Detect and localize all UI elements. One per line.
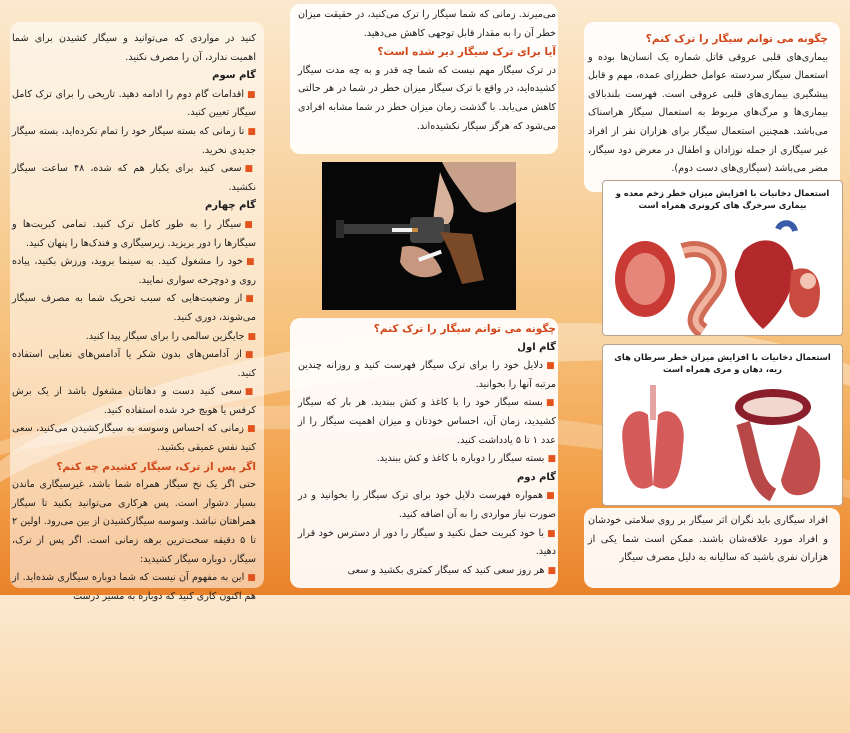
panel-right-bottom (576, 512, 850, 592)
step2-title: گام دوم (516, 471, 556, 483)
relapse-paragraph: حتی اگر یک نخ سیگار همراه شما باشد، غیرسیگاری ماندن بسیار دشوار است. پس هرکاری می‌توانید بکنید تا سیگار همراهتان نباشد. وسوسه سیگارکشیدن از بین می‌رود. اولین ۲ تا ۵ دقیقه سخت‌ترین برهه زمانی است. اگر پس از ترک، سیگار، دوباره سیگار کشیدید: (12, 479, 256, 565)
list-item: ■سعی کنید برای یکبار هم که شده، ۴۸ ساعت سیگار نکشید. (12, 163, 256, 193)
list-item: ■بسته سیگار خود را با کاغذ و کش ببندید. هر بار که سیگار کشیدید، زمان آن، احساس خودتان و میزان اهمیت سیگار را از عدد ۱ تا ۵ یادداشت کنید. (298, 397, 556, 446)
figure-lung-mouth (602, 344, 843, 506)
list-item: ■سیگار را به طور کامل ترک کنید. تمامی کبریت‌ها و سیگارها را دور بریزید. زیرسیگاری و فندک‌ها را پنهان کنید. (12, 218, 256, 249)
list-item: ■زمانی که احساس وسوسه به سیگارکشیدن می‌کنید، سعی کنید نفس عمیقی بکشید. (12, 423, 256, 454)
risk-paragraph: می‌میرند. زمانی که شما سیگار را ترک می‌کنید، در حقیقت میزان خطر آن را به مقدار قابل توجهی کاهش می‌دهید. (298, 9, 556, 39)
list-item: ■هر روز سعی کنید که سیگار کمتری بکشید و سعی (347, 564, 556, 576)
figure-caption: استعمال دخانیات با افزایش میزان خطر سرطان های ریه، دهان و مری همراه است (614, 352, 831, 374)
list-item: ■با خود کبریت حمل نکنید و سیگار را دور از دسترس خود قرار دهید. (298, 527, 556, 558)
list-item: ■خود را مشغول کنید. به سینما بروید، ورزش بکنید، پیاده روی و دوچرخه سواری نمایید. (12, 256, 256, 286)
list-item: ■از آدامس‌های بدون شکر یا آدامس‌های نعنایی استفاده کنید. (12, 349, 256, 379)
list-item: ■بسته سیگار را دوباره با کاغذ و کش ببندید. (376, 453, 556, 465)
figure-ulcer-heart (602, 180, 843, 336)
panel-middle-bottom (290, 320, 560, 590)
panel-left (0, 0, 268, 602)
warning-paragraph: افراد سیگاری باید نگران اثر سیگار بر روی سلامتی خودشان و افراد مورد علاقه‌شان باشند. ممکن است شما یکی از هزاران نفری باشید که سالیانه به دلیل مصرف سیگار (588, 515, 828, 564)
step1-title: گام اول (517, 341, 556, 353)
list-item: ■دلایل خود را برای ترک سیگار فهرست کنید و روزانه چندین مرتبه آنها را بخوانید. (298, 360, 556, 390)
photo-gun-cigarette (322, 162, 516, 310)
step3-title: گام سوم (212, 70, 256, 82)
lung-mouth-illustration (603, 345, 842, 505)
figure-caption: استعمال دخانیات با افزایش میزان خطر زخم معده و بیماری سرخرگ های کرونری همراه است (615, 188, 830, 210)
list-item: ■سعی کنید دست و دهانتان مشغول باشد از یک برش کرفس یا هویج خرد شده استفاده کنید. (12, 386, 256, 416)
step4-title: گام چهارم (204, 200, 256, 212)
heading-how-to-quit: چگونه می توانم سیگار را ترک کنم؟ (645, 33, 828, 45)
too-late-paragraph: در ترک سیگار مهم نیست که شما چه قدر و به چه مدت سیگار کشیده‌اید، در واقع با ترک سیگار میزان خطر در شما در هر حالتی کاهش می‌یابد. با گذشت زمان میزان خطر در شما مشابه افرادی می‌شود که هرگز سیگار نکشیده‌اند. (298, 64, 556, 132)
heading-how-to-quit-2: چگونه می توانم سیگار را ترک کنم؟ (373, 323, 556, 335)
list-item: ■اقدامات گام دوم را ادامه دهید. تاریخی را برای ترک کامل سیگار تعیین کنید. (12, 88, 256, 119)
heading-relapse: اگر پس از ترک، سیگار کشیدم چه کنم؟ (56, 460, 256, 473)
list-item: ■از وضعیت‌هایی که سبب تحریک شما به مصرف سیگار می‌شوند، دوری کنید. (12, 293, 256, 323)
list-item: ■جایگزین سالمی را برای سیگار پیدا کنید. (85, 330, 256, 342)
heading-too-late: آیا برای ترک سیگار دیر شده است؟ (377, 46, 556, 59)
continue-paragraph: کنید در مواردی که می‌توانید و سیگار کشیدن برای شما اهمیت ندارد، آن را مصرف نکنید. (12, 33, 256, 63)
stomach-heart-illustration (603, 181, 842, 335)
list-item: ■این به مفهوم آن نیست که شما دوباره سیگاری شده‌اید. از هم اکنون کاری کنید که دوباره به مسیر درست (12, 572, 256, 602)
gun-cigarette-illustration (322, 162, 516, 310)
intro-paragraph: بیماری‌های قلبی عروقی قاتل شماره یک انسان‌ها بوده و استعمال سیگار سردسته عوامل خطرزای عمده، مهم و قابل پیشگیری بیماری‌های قلبی عروقی است. فهرست بلندبالای بیماری‌ها و مرگ‌های مربوط به استعمال سیگار هراسناک می‌باشد. همچنین استعمال سیگار برای هزاران نفر از افراد غیر سیگاری از جمله نوزادان و اطفال در معرض دود سیگار، مضر می‌باشد (سیگاری‌های دست دوم). (588, 51, 828, 175)
list-item: ■تا زمانی که بسته سیگار خود را تمام نکرده‌اید، بسته سیگار جدیدی نخرید. (12, 125, 256, 156)
list-item: ■همواره فهرست دلایل خود برای ترک سیگار را بخوانید و در صورت نیاز مواردی را به آن اضافه کنید. (298, 490, 556, 520)
